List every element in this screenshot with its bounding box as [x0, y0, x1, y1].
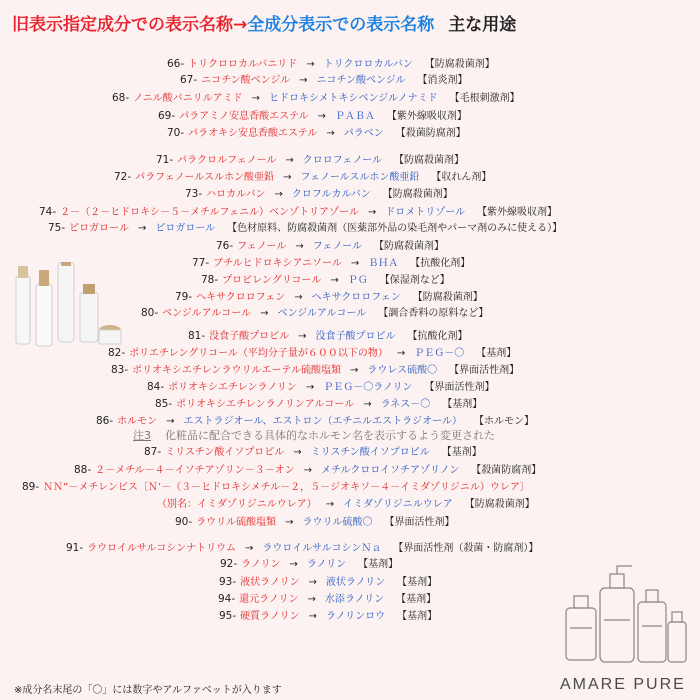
row-number: 91- [66, 542, 84, 554]
ingredient-row [175, 516, 455, 529]
usage: 【毛根刺激剤】 [449, 93, 520, 104]
old-name: パラアミノ安息香酸エステル [179, 111, 309, 122]
new-name: ＰＧ [347, 275, 368, 286]
old-name: ＮＮ”－メチレンビス〔Ｎ’－（３－ヒドロキシメチル－２，５－ジオキソ－４－イミダゾリジニル）ウレア〕 [43, 482, 530, 493]
row-number: 88- [74, 464, 92, 476]
row-number: 80- [141, 307, 159, 319]
row-number: 92- [220, 558, 238, 570]
new-name: ベンジルアルコール [277, 308, 367, 319]
row-number: 82- [108, 347, 126, 359]
arrow: → [166, 416, 175, 427]
usage: 【界面活性剤】 [424, 382, 495, 393]
new-name: ＰＡＢＡ [334, 111, 375, 122]
usage: 【防腐殺菌剤】 [464, 499, 535, 510]
old-name: 液状ラノリン [240, 577, 300, 588]
note-label: 注3 [133, 429, 151, 442]
new-name: クロロフェノール [302, 155, 382, 166]
row-number: 90- [175, 516, 193, 528]
arrow: → [326, 128, 335, 139]
arrow: → [294, 292, 303, 303]
old-name: ミリスチン酸イソプロピル [165, 447, 285, 458]
row-number: 71- [156, 154, 174, 166]
row-number: 70- [167, 127, 185, 139]
new-name: 水添ラノリン [324, 594, 385, 605]
ingredient-row [220, 558, 398, 571]
ingredient-row [156, 154, 464, 167]
old-name: パラオキシ安息香酸エステル [188, 128, 318, 139]
old-name: ポリエチレングリコール（平均分子量が６００以下の物） [129, 348, 388, 359]
new-name: ニコチン酸ベンジル [316, 75, 406, 86]
new-name: フェノール [312, 241, 362, 252]
ingredient-row [167, 58, 495, 71]
new-name: クロフルカルバン [291, 189, 371, 200]
row-number: 77- [192, 257, 210, 269]
usage: 【防腐殺菌剤】 [382, 189, 453, 200]
ingredient-row [157, 498, 535, 511]
page-title [12, 10, 516, 35]
ingredient-row [112, 92, 520, 105]
new-name: ＰＥＧ－〇ラノリン [323, 382, 413, 393]
row-number: 69- [158, 110, 176, 122]
row-number: 84- [147, 381, 165, 393]
old-name: ラウリル硫酸塩類 [196, 517, 277, 528]
old-name: ニコチン酸ベンジル [201, 75, 291, 86]
arrow: → [367, 207, 377, 218]
arrow: → [330, 275, 339, 286]
new-name: ラノリンロウ [325, 611, 386, 622]
row-number: 94- [218, 593, 236, 605]
usage: 【界面活性剤（殺菌・防腐剤）】 [393, 543, 539, 554]
arrow: → [308, 577, 317, 588]
row-number: 93- [219, 576, 237, 588]
new-name: 没食子酸プロピル [315, 331, 396, 342]
ingredient-row [48, 222, 562, 235]
arrow: → [305, 382, 315, 393]
usage: 【防腐殺菌剤】 [424, 59, 495, 70]
arrow: → [317, 111, 326, 122]
note-text: 化粧品に配合できる具体的なホルモン名を表示するよう変更された [165, 429, 495, 442]
arrow: → [251, 93, 261, 104]
ingredient-row [175, 291, 483, 304]
arrow: → [283, 172, 292, 183]
arrow: → [308, 611, 317, 622]
arrow: → [293, 447, 302, 458]
ingredient-row [192, 257, 470, 270]
old-name: ハロカルバン [206, 189, 266, 200]
ingredient-row [147, 381, 495, 394]
ingredient-row [111, 364, 519, 377]
ingredient-row [188, 330, 468, 343]
new-name-heading: 全成分表示での表示名称 [247, 15, 435, 35]
row-number: 67- [180, 74, 198, 86]
old-name: パラフェノールスルホン酸亜鉛 [135, 172, 275, 183]
old-name: ノニル酸バニリルアミド [133, 93, 243, 104]
new-name: ＰＥＧ－〇 [414, 348, 465, 359]
ingredient-row [108, 347, 516, 360]
old-name: ホルモン [117, 416, 158, 427]
new-name: 液状ラノリン [325, 577, 386, 588]
hormone-note [133, 427, 495, 443]
new-name: トリクロロカルバン [323, 59, 413, 70]
old-name: ラノリン [241, 559, 281, 570]
brand-logo: AMARE PURE [560, 676, 686, 693]
ingredient-row [158, 110, 467, 123]
arrow: → [274, 189, 283, 200]
ingredient-row [39, 206, 557, 219]
old-name: フェノール [237, 241, 287, 252]
old-name: ポリオキシエチレンラウリルエーテル硫酸塩類 [132, 365, 342, 376]
new-name: ラウレス硫酸〇 [367, 365, 438, 376]
bottles-sketch-illustration [562, 562, 690, 672]
row-number: 73- [185, 188, 203, 200]
usage: 【界面活性剤】 [384, 517, 455, 528]
use-heading: 主な用途 [448, 15, 517, 35]
new-name: ＢＨＡ [368, 258, 399, 269]
old-name: （別名：イミダゾリジニルウレア） [157, 499, 317, 510]
ingredient-row [219, 576, 437, 589]
ingredient-row [66, 542, 538, 555]
arrow: → [350, 258, 360, 269]
arrow: → [363, 399, 372, 410]
new-name: ラウロイルサルコシンＮａ [262, 543, 382, 554]
usage: 【基剤】 [441, 447, 482, 458]
row-number: 66- [167, 58, 185, 70]
ingredient-row [219, 610, 437, 623]
arrow: → [285, 155, 294, 166]
usage: 【保湿剤など】 [379, 275, 450, 286]
arrow: → [325, 499, 335, 510]
arrow: → [289, 559, 298, 570]
usage: 【基剤】 [396, 594, 437, 605]
old-name: プロピレングリコール [222, 275, 322, 286]
new-name: ヒドロキシメトキシベンジルノナミド [269, 93, 438, 104]
heading-arrow: → [233, 15, 248, 35]
ingredient-row [141, 307, 488, 320]
row-number: 89- [22, 481, 40, 493]
ingredient-row [167, 127, 466, 140]
arrow: → [298, 331, 307, 342]
new-name: ラウリル硫酸〇 [302, 517, 373, 528]
new-name: ミリスチン酸イソプロピル [310, 447, 430, 458]
row-number: 78- [201, 274, 219, 286]
usage: 【消炎剤】 [417, 75, 468, 86]
ingredient-row [201, 274, 450, 287]
row-number: 76- [216, 240, 234, 252]
usage: 【基剤】 [358, 559, 399, 570]
old-name: ２－（２－ヒドロキシ－５－メチルフェニル）ベンゾトリアゾール [60, 207, 359, 218]
arrow: → [303, 465, 313, 476]
usage: 【抗酸化剤】 [407, 331, 468, 342]
arrow: → [307, 594, 316, 605]
old-name: 還元ラノリン [239, 594, 299, 605]
usage: 【調合香料の原料など】 [378, 308, 489, 319]
arrow: → [285, 517, 294, 528]
usage: 【基剤】 [476, 348, 517, 359]
row-number: 85- [155, 398, 173, 410]
usage: 【殺菌防腐剤】 [471, 465, 542, 476]
old-name: ポリオキシエチレンラノリン [168, 382, 297, 393]
usage: 【抗酸化剤】 [410, 258, 471, 269]
arrow: → [137, 223, 147, 234]
new-name: ピロガロール [155, 223, 216, 234]
usage: 【防腐殺菌剤】 [373, 241, 444, 252]
old-name: ラウロイルサルコシンナトリウム [87, 543, 237, 554]
old-name: ピロガロール [69, 223, 129, 234]
arrow: → [295, 241, 304, 252]
old-name: ポリオキシエチレンラノリンアルコール [176, 399, 355, 410]
usage: 【防腐殺菌剤】 [412, 292, 483, 303]
ingredient-row [74, 464, 541, 477]
arrow: → [396, 348, 406, 359]
row-number: 72- [114, 171, 132, 183]
old-name: トリクロロカルバニリド [188, 59, 298, 70]
old-name: 没食子酸プロピル [209, 331, 290, 342]
row-number: 81- [188, 330, 206, 342]
old-name: ヘキサクロロフェン [196, 292, 286, 303]
old-name: ２－メチル－４－イソチアゾリン－３－オン [95, 465, 295, 476]
new-name: ラネス－〇 [380, 399, 431, 410]
row-number: 95- [219, 610, 237, 622]
row-number: 83- [111, 364, 129, 376]
old-name: ブチルヒドロキシアニソール [213, 258, 342, 269]
new-name: エストラジオール、エストロン（エチニルエストラジオール） [183, 416, 462, 427]
new-name: イミダゾリジニルウレア [343, 499, 453, 510]
row-number: 79- [175, 291, 193, 303]
row-number: 74- [39, 206, 57, 218]
usage: 【紫外線吸収剤】 [477, 207, 558, 218]
arrow: → [245, 543, 254, 554]
ingredient-row [185, 188, 453, 201]
old-name: パラクロルフェノール [177, 155, 277, 166]
new-name: フェノールスルホン酸亜鉛 [300, 172, 420, 183]
usage: 【収れん剤】 [431, 172, 492, 183]
usage: 【ホルモン】 [473, 416, 534, 427]
usage: 【防腐殺菌剤】 [393, 155, 464, 166]
ingredient-row [180, 74, 468, 87]
usage: 【基剤】 [397, 577, 438, 588]
old-name: 硬質ラノリン [240, 611, 300, 622]
row-number: 68- [112, 92, 130, 104]
ingredient-row [155, 398, 482, 411]
footnote: ※成分名末尾の「〇」には数字やアルファベットが入ります [14, 685, 282, 696]
new-name: ヘキサクロロフェン [311, 292, 401, 303]
row-number: 87- [144, 446, 162, 458]
old-name: ベンジルアルコール [162, 308, 252, 319]
usage: 【紫外線吸収剤】 [386, 111, 467, 122]
usage: 【殺菌防腐剤】 [395, 128, 466, 139]
arrow: → [299, 75, 308, 86]
new-name: メチルクロロイソチアゾリノン [321, 465, 460, 476]
new-name: ラノリン [306, 559, 347, 570]
ingredient-row [144, 446, 482, 459]
usage: 【界面活性剤】 [449, 365, 520, 376]
arrow: → [306, 59, 315, 70]
arrow: → [260, 308, 269, 319]
old-name-heading: 旧表示指定成分での表示名称 [12, 15, 233, 35]
new-name: ドロメトリゾール [385, 207, 466, 218]
usage: 【色材原料、防腐殺菌剤（医薬部外品の染毛剤やパーマ剤のみに使える）】 [227, 223, 563, 234]
row-number: 75- [48, 222, 66, 234]
new-name: パラベン [343, 128, 384, 139]
ingredient-row [22, 481, 530, 494]
row-number: 86- [96, 415, 114, 427]
arrow: → [350, 365, 359, 376]
cosmetic-bottles-illustration [10, 262, 122, 352]
ingredient-row [114, 171, 491, 184]
usage: 【基剤】 [442, 399, 483, 410]
usage: 【基剤】 [397, 611, 438, 622]
ingredient-row [218, 593, 436, 606]
ingredient-row [216, 240, 444, 253]
